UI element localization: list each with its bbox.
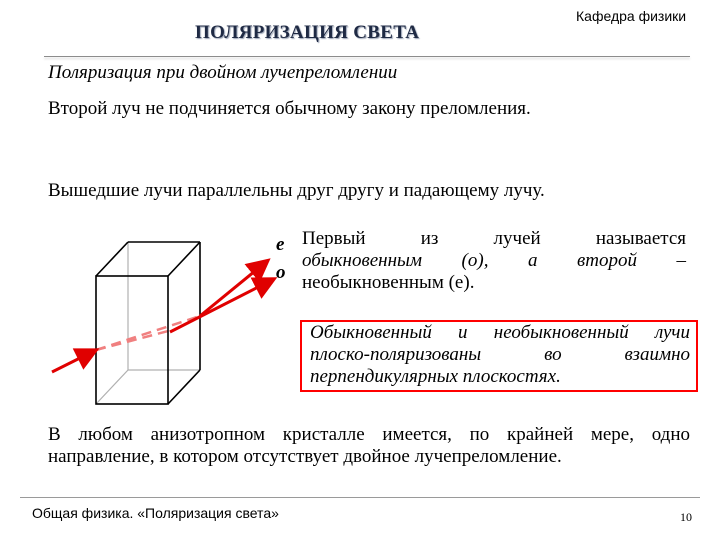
ray-label-o: o — [276, 262, 286, 283]
callout-line-2: плоско-поляризованы во взаимно — [310, 344, 690, 365]
footer-course-title: Общая физика. «Поляризация света» — [32, 505, 279, 521]
callout-line-3: перпендикулярных плоскостях. — [310, 366, 561, 387]
callout-line-1: Обыкновенный и необыкновенный лучи — [310, 322, 690, 343]
department-label: Кафедра физики — [576, 8, 687, 24]
footer-divider — [20, 497, 700, 498]
description-line-1: Первый из лучей называется — [302, 228, 686, 249]
incident-ray — [52, 351, 94, 372]
paragraph-1: Второй луч не подчиняется обычному закону преломления. — [48, 98, 531, 119]
description-line-3: необыкновенным (е). — [302, 272, 475, 293]
rays-description — [302, 228, 686, 294]
header-divider — [44, 56, 690, 57]
paragraph-3: В любом анизотропном кристалле имеется, по крайней мере, одно направление, в котором отсутствует двойное лучепреломление. — [48, 424, 690, 467]
refracted-rays — [96, 316, 200, 350]
callout-text — [310, 322, 690, 388]
paragraph-2: Вышедшие лучи параллельны друг другу и падающему лучу. — [48, 180, 545, 201]
ray-label-e: e — [276, 234, 285, 255]
slide-title: ПОЛЯРИЗАЦИЯ СВЕТА — [195, 22, 420, 43]
section-subtitle: Поляризация при двойном лучепреломлении — [48, 62, 398, 83]
description-line-2: обыкновенным (о), а второй – — [302, 250, 686, 271]
page-number: 10 — [680, 510, 692, 524]
birefringent-crystal-diagram — [40, 222, 340, 432]
ordinary-ray — [170, 280, 272, 332]
